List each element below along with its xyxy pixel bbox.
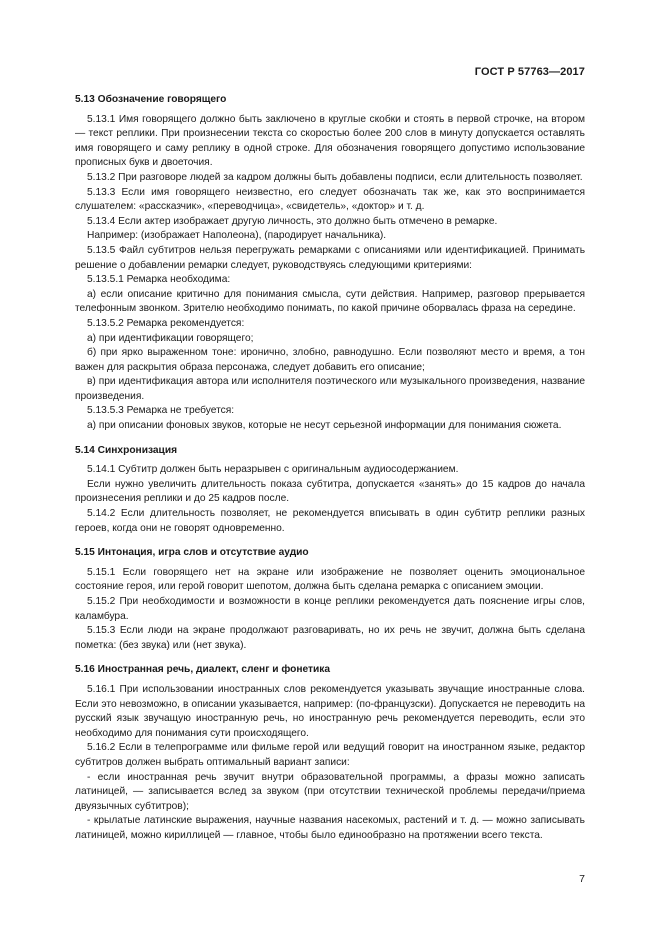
paragraph: 5.13.5 Файл субтитров нельзя перегружать ремарками с описаниями или идентификацией. Принимать решение о добавлении ремарки следует, руководствуясь следующими критериями: bbox=[75, 244, 585, 271]
document-page bbox=[75, 0, 585, 935]
paragraph: 5.16.2 Если в телепрограмме или фильме герой или ведущий говорит на иностранном языке, редактор субтитров должен выбрать оптимальный вариант записи: bbox=[75, 742, 585, 768]
paragraph: - если иностранная речь звучит внутри образовательной программы, а фразы можно записать латиницей, — записывается вслед за звуком (при отсутствии технической проблемы передачи/приема двуязычных субтитров); bbox=[75, 771, 585, 812]
paragraph: в) при идентификация автора или исполнителя поэтического или музыкального произведения, название произведения. bbox=[75, 376, 585, 402]
document-body bbox=[75, 93, 585, 854]
paragraph: Например: (изображает Наполеона), (пародирует начальника). bbox=[87, 230, 387, 242]
paragraph: 5.14.2 Если длительность позволяет, не рекомендуется вписывать в один субтитр реплики разных героев, когда они не говорят одновременно. bbox=[75, 508, 585, 534]
page-number: 7 bbox=[579, 873, 585, 885]
section-title: 5.15 Интонация, игра слов и отсутствие аудио bbox=[75, 547, 309, 559]
paragraph: 5.13.2 При разговоре людей за кадром должны быть добавлены подписи, если длительность позволяет. bbox=[87, 171, 583, 183]
paragraph: а) при идентификации говорящего; bbox=[87, 332, 254, 344]
section-title: 5.16 Иностранная речь, диалект, сленг и фонетика bbox=[75, 664, 331, 676]
paragraph: а) если описание критично для понимания смысла, сути действия. Например, разговор прерывается телефонным звонком. Зрителю необходимо понимать, по какой причине оборвалась фраза на середине. bbox=[75, 288, 585, 315]
paragraph: б) при ярко выраженном тоне: иронично, злобно, равнодушно. Если позволяют место и время, а тон важен для раскрытия образа персонажа, следует добавить его описание; bbox=[75, 347, 585, 373]
section-5-15 bbox=[75, 546, 585, 653]
paragraph: 5.13.5.2 Ремарка рекомендуется: bbox=[87, 317, 245, 329]
section-5-13 bbox=[75, 93, 585, 434]
paragraph: 5.13.5.1 Ремарка необходима: bbox=[87, 274, 231, 286]
document-id-header: ГОСТ Р 57763—2017 bbox=[474, 66, 585, 78]
paragraph: а) при описании фоновых звуков, которые не несут серьезной информации для понимания сюжета. bbox=[87, 420, 562, 432]
section-title: 5.14 Синхронизация bbox=[75, 444, 178, 456]
paragraph: 5.15.2 При необходимости и возможности в конце реплики рекомендуется дать пояснение игры слов, каламбура. bbox=[75, 596, 585, 622]
paragraph: - крылатые латинские выражения, научные названия насекомых, растений и т. д. — можно записывать латиницей, можно кириллицей — главное, чтобы было единообразно на протяжении всего текста. bbox=[75, 815, 585, 841]
paragraph: Если нужно увеличить длительность показа субтитра, допускается «занять» до 15 кадров до начала произнесения реплики и до 25 кадров после. bbox=[75, 478, 585, 505]
paragraph: 5.13.1 Имя говорящего должно быть заключено в круглые скобки и стоять в первой строчке, на втором — текст реплики. При произнесении текста со скоростью более 200 слов в минуту допускается оставлять имя говорящего и саму реплику в одной строке. Для обозначения говорящего допустимо использование прописных букв и двоеточия. bbox=[75, 113, 585, 169]
section-5-16 bbox=[75, 663, 585, 843]
paragraph: 5.14.1 Субтитр должен быть неразрывен с оригинальным аудиосодержанием. bbox=[87, 464, 459, 476]
paragraph: 5.13.5.3 Ремарка не требуется: bbox=[87, 405, 235, 417]
paragraph: 5.13.3 Если имя говорящего неизвестно, его следует обозначать так же, как это воспринимается слушателем: «рассказчик», «переводчица», «свидетель», «доктор» и т. д. bbox=[75, 186, 585, 213]
section-title: 5.13 Обозначение говорящего bbox=[75, 94, 227, 105]
paragraph: 5.15.1 Если говорящего нет на экране или изображение не позволяет оценить эмоциональное состояние героя, или герой говорит шепотом, должна быть сделана ремарка с описанием эмоции. bbox=[75, 566, 585, 593]
paragraph: 5.16.1 При использовании иностранных слов рекомендуется указывать звучащие иностранные слова. Если это невозможно, в описании указывается, например: (по-французски). Допускается не переводить на русский язык звучащую иностранную речь, но иностранную речь рекомендуется переводить, если это необходимо для понимания сути происходящего. bbox=[75, 683, 585, 739]
section-5-14 bbox=[75, 444, 585, 537]
paragraph: 5.13.4 Если актер изображает другую личность, это должно быть отмечено в ремарке. bbox=[87, 215, 498, 227]
paragraph: 5.15.3 Если люди на экране продолжают разговаривать, но их речь не звучит, должна быть сделана пометка: (без звука) или (нет звука). bbox=[75, 625, 585, 651]
